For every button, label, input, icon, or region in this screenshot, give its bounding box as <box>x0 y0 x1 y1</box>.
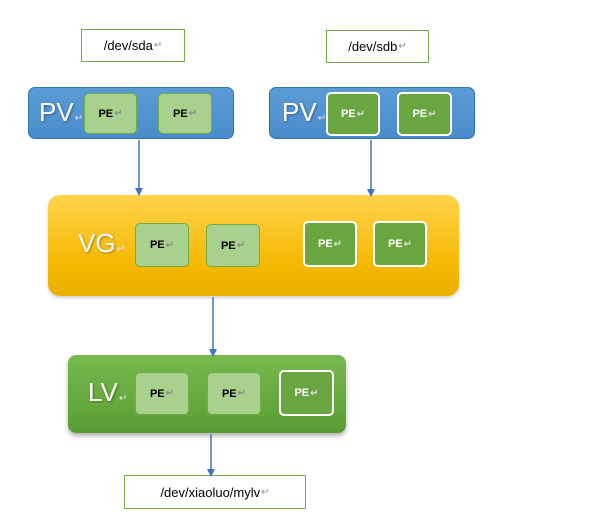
pe-label: PE <box>317 238 333 250</box>
pe-label: PE <box>340 108 356 120</box>
pv-label-text: PV <box>39 97 74 127</box>
dev-sdb-text: /dev/sdb <box>348 39 398 54</box>
paragraph-mark-icon: ↵ <box>236 240 246 251</box>
paragraph-mark-icon: ↵ <box>428 108 437 120</box>
paragraph-mark-icon: ↵ <box>261 486 270 498</box>
paragraph-mark-icon: ↵ <box>310 387 319 399</box>
vg-label-text: VG <box>78 228 116 258</box>
paragraph-mark-icon: ↵ <box>398 41 407 52</box>
paragraph-mark-icon: ↵ <box>317 113 327 124</box>
paragraph-mark-icon: ↵ <box>153 40 163 51</box>
pe-label: PE <box>98 107 114 120</box>
pv-label-text: PV <box>282 97 317 127</box>
paragraph-mark-icon: ↵ <box>165 388 175 399</box>
paragraph-mark-icon: ↵ <box>118 393 128 404</box>
pe-label: PE <box>294 387 310 399</box>
pe-label: PE <box>412 108 428 120</box>
dev-sda-text: /dev/sda <box>103 38 153 53</box>
paragraph-mark-icon: ↵ <box>116 244 125 255</box>
paragraph-mark-icon: ↵ <box>333 238 343 250</box>
paragraph-mark-icon: ↵ <box>403 238 413 250</box>
pe-label: PE <box>149 239 165 251</box>
lv-label-text: LV <box>88 377 118 407</box>
pe-label: PE <box>172 107 188 120</box>
pe-label: PE <box>387 238 403 250</box>
pe-label: PE <box>149 387 165 400</box>
paragraph-mark-icon: ↵ <box>356 108 366 120</box>
pe-label: PE <box>220 239 236 252</box>
dev-lv-text: /dev/xiaoluo/mylv <box>160 484 261 500</box>
paragraph-mark-icon: ↵ <box>74 113 84 124</box>
paragraph-mark-icon: ↵ <box>188 108 198 119</box>
paragraph-mark-icon: ↵ <box>114 108 123 119</box>
paragraph-mark-icon: ↵ <box>237 388 247 399</box>
pe-label: PE <box>221 387 237 400</box>
paragraph-mark-icon: ↵ <box>165 239 175 251</box>
